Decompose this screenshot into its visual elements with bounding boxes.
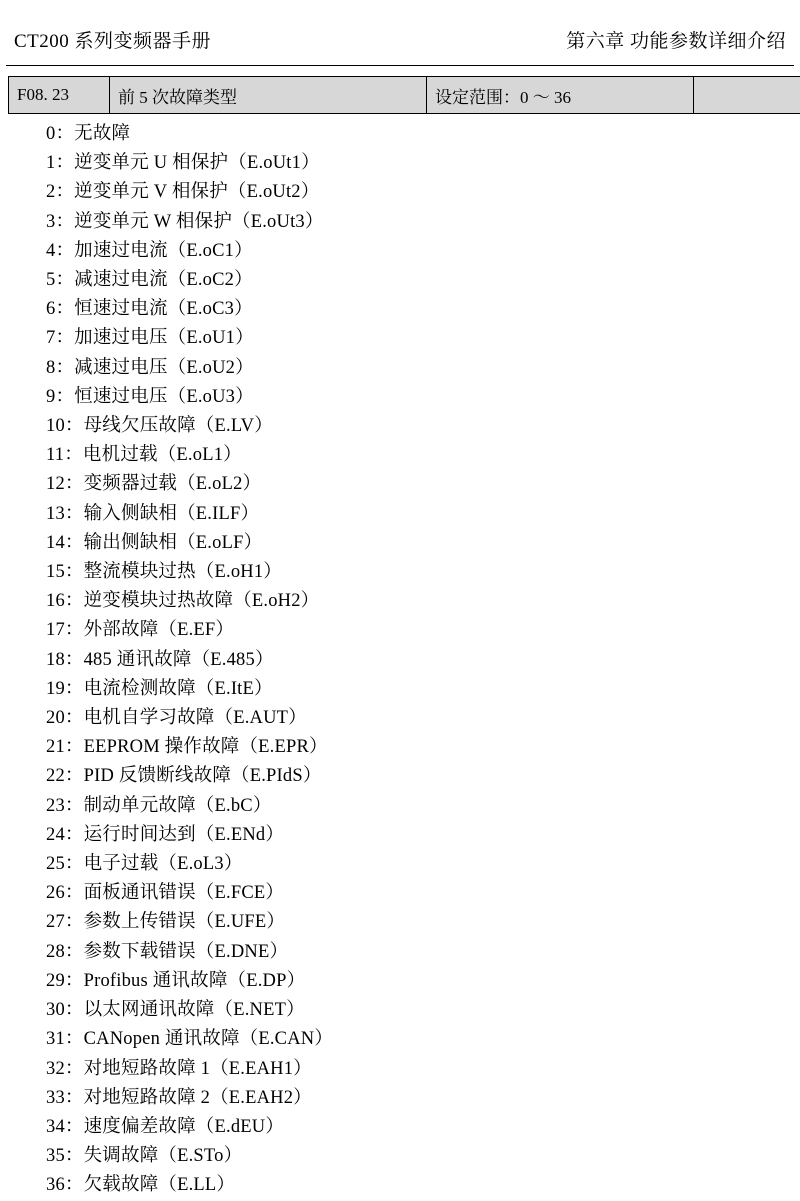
- list-item: 10：母线欠压故障（E.LV）: [46, 412, 800, 441]
- list-item: 30：以太网通讯故障（E.NET）: [46, 996, 800, 1025]
- parameter-name-cell: 前 5 次故障类型: [110, 77, 427, 114]
- list-item: 20：电机自学习故障（E.AUT）: [46, 704, 800, 733]
- list-item: 31：CANopen 通讯故障（E.CAN）: [46, 1025, 800, 1054]
- header-manual-title: CT200 系列变频器手册: [14, 26, 211, 53]
- list-item: 16：逆变模块过热故障（E.oH2）: [46, 587, 800, 616]
- list-item: 13：输入侧缺相（E.ILF）: [46, 500, 800, 529]
- list-item: 5：减速过电流（E.oC2）: [46, 266, 800, 295]
- list-item: 23：制动单元故障（E.bC）: [46, 792, 800, 821]
- list-item: 1：逆变单元 U 相保护（E.oUt1）: [46, 149, 800, 178]
- list-item: 3：逆变单元 W 相保护（E.oUt3）: [46, 208, 800, 237]
- list-item: 28：参数下载错误（E.DNE）: [46, 938, 800, 967]
- list-item: 9：恒速过电压（E.oU3）: [46, 383, 800, 412]
- parameter-range-cell: 设定范围：0 ～ 36: [427, 77, 694, 114]
- list-item: 4：加速过电流（E.oC1）: [46, 237, 800, 266]
- list-item: 24：运行时间达到（E.ENd）: [46, 821, 800, 850]
- list-item: 8：减速过电压（E.oU2）: [46, 354, 800, 383]
- list-item: 22：PID 反馈断线故障（E.PIdS）: [46, 762, 800, 791]
- fault-code-list: [0, 120, 800, 1201]
- table-row: [9, 77, 800, 114]
- list-item: 21：EEPROM 操作故障（E.EPR）: [46, 733, 800, 762]
- list-item: 11：电机过载（E.oL1）: [46, 441, 800, 470]
- list-item: 17：外部故障（E.EF）: [46, 616, 800, 645]
- parameter-blank-cell: [694, 77, 800, 114]
- list-item: 15：整流模块过热（E.oH1）: [46, 558, 800, 587]
- list-item: 32：对地短路故障 1（E.EAH1）: [46, 1055, 800, 1084]
- list-item: 18：485 通讯故障（E.485）: [46, 646, 800, 675]
- list-item: 19：电流检测故障（E.ItE）: [46, 675, 800, 704]
- parameter-code-cell: F08. 23: [9, 77, 110, 114]
- page-header: [0, 0, 800, 59]
- list-item: 7：加速过电压（E.oU1）: [46, 324, 800, 353]
- list-item: 36：欠载故障（E.LL）: [46, 1171, 800, 1200]
- list-item: 25：电子过载（E.oL3）: [46, 850, 800, 879]
- list-item: 34：速度偏差故障（E.dEU）: [46, 1113, 800, 1142]
- list-item: 26：面板通讯错误（E.FCE）: [46, 879, 800, 908]
- header-divider: [6, 65, 794, 66]
- list-item: 33：对地短路故障 2（E.EAH2）: [46, 1084, 800, 1113]
- list-item: 35：失调故障（E.STo）: [46, 1142, 800, 1171]
- list-item: 2：逆变单元 V 相保护（E.oUt2）: [46, 178, 800, 207]
- header-chapter-title: 第六章 功能参数详细介绍: [566, 26, 786, 53]
- list-item: 14：输出侧缺相（E.oLF）: [46, 529, 800, 558]
- list-item: 27：参数上传错误（E.UFE）: [46, 908, 800, 937]
- list-item: 6：恒速过电流（E.oC3）: [46, 295, 800, 324]
- parameter-table: [8, 76, 800, 114]
- list-item: 29：Profibus 通讯故障（E.DP）: [46, 967, 800, 996]
- list-item: 12：变频器过载（E.oL2）: [46, 470, 800, 499]
- list-item: 0：无故障: [46, 120, 800, 149]
